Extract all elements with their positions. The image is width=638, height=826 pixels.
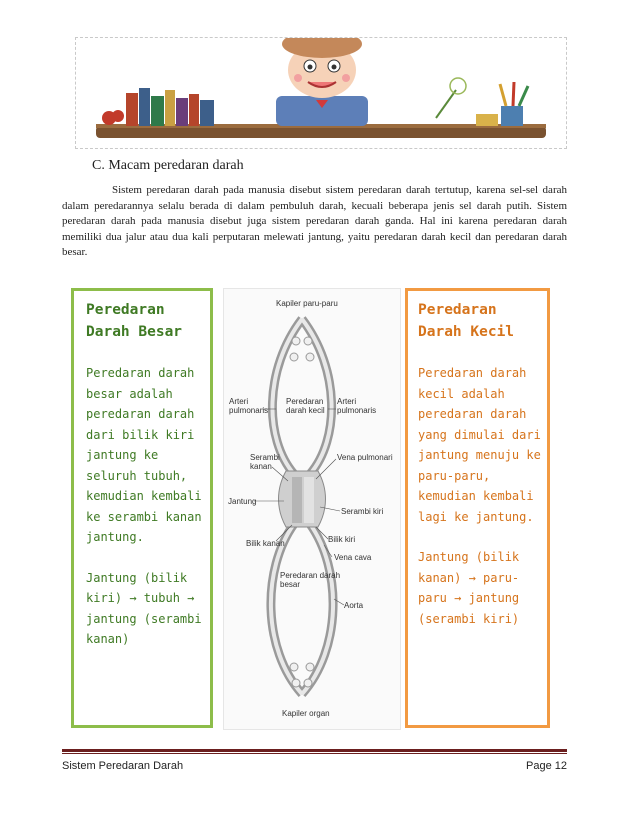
card-small-route: Jantung (bilik kanan) → paru- paru → jantung (serambi kiri)	[418, 550, 520, 626]
label-serambi-kiri: Serambi kiri	[341, 507, 384, 516]
label-peredaran-besar: Peredaran darah besar	[280, 571, 341, 589]
footer-document-title: Sistem Peredaran Darah	[62, 760, 184, 772]
card-small-circulation	[405, 288, 550, 728]
teacher-illustration	[76, 38, 566, 148]
card-big-circulation	[71, 288, 213, 728]
pencil-cup-icon	[501, 106, 523, 126]
footer-divider	[62, 749, 567, 752]
card-small-description: Peredaran darah kecil adalah peredaran darah yang dimulai dari jantung menuju ke paru-paru, kemudian kembali lagi ke jantung.	[418, 366, 541, 524]
label-aorta: Aorta	[344, 601, 364, 610]
book-icon	[126, 93, 138, 126]
label-serambi-kanan: Serambi kanan	[250, 453, 280, 471]
label-kapiler-paru: Kapiler paru-paru	[276, 299, 338, 308]
flower-icon	[450, 78, 466, 94]
label-vena-cava: Vena cava	[334, 553, 372, 562]
label-bilik-kanan: Bilik kanan	[246, 539, 285, 548]
label-arteri-pulmonaris-left: Arteri pulmonaris	[229, 397, 269, 415]
card-small-title: Peredaran Darah Kecil	[418, 302, 515, 340]
label-vena-pulmonari: Vena pulmonari	[337, 453, 393, 462]
header-banner	[75, 37, 567, 149]
intro-paragraph: Sistem peredaran darah pada manusia disebut sistem peredaran darah tertutup, karena sel-sel darah dalam peredarannya selalu berada di dalam pembuluh darah, kecuali beberapa jenis sel darah putih. Sistem peredaran darah pada manusia disebut juga sistem peredaran darah ganda. Hal ini karena peredaran darah memiliki dua jalur atau dua kali perputaran melewati jantung, yaitu peredaran darah kecil dan peredaran darah besar.	[62, 184, 567, 259]
label-bilik-kiri: Bilik kiri	[328, 535, 356, 544]
card-big-description: Peredaran darah besar adalah peredaran darah dari bilik kiri jantung ke seluruh tubuh, kemudian kembali ke serambi kanan jantung.	[86, 366, 202, 544]
card-big-title: Peredaran Darah Besar	[86, 302, 183, 340]
label-jantung: Jantung	[228, 497, 257, 506]
label-peredaran-kecil: Peredaran darah kecil	[286, 397, 325, 415]
footer-page-number: Page 12	[526, 760, 567, 772]
label-kapiler-organ: Kapiler organ	[282, 709, 330, 718]
footer-divider-thin	[62, 753, 567, 754]
label-arteri-pulmonaris-right: Arteri pulmonaris	[337, 397, 377, 415]
circulation-diagram	[223, 288, 401, 730]
section-title: C. Macam peredaran darah	[92, 158, 244, 173]
card-big-route: Jantung (bilik kiri) → tubuh → jantung (serambi kanan)	[86, 570, 202, 646]
